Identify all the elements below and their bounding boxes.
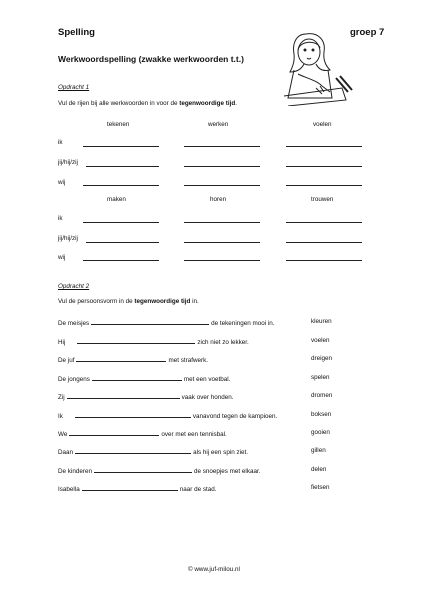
sentence-row: Hij zich niet zo lekker. [58, 339, 249, 346]
answer-line[interactable] [83, 260, 159, 261]
sentence-row: De jongens met een voetbal. [58, 376, 231, 383]
answer-line[interactable] [184, 242, 260, 243]
answer-line[interactable] [286, 222, 362, 223]
answer-blank[interactable] [92, 374, 182, 381]
answer-line[interactable] [286, 242, 362, 243]
opdracht2-heading: Opdracht 2 [58, 283, 90, 290]
verb-hint: boksen [311, 411, 332, 418]
verb-hint: dreigen [311, 355, 333, 362]
pronoun-ik: ik [58, 215, 63, 222]
answer-blank[interactable] [69, 429, 159, 436]
sentence-row: Daan als hij een spin ziet. [58, 449, 249, 456]
answer-line[interactable] [184, 166, 260, 167]
answer-line[interactable] [286, 166, 362, 167]
sentence-row: De juf met strafwerk. [58, 357, 208, 364]
opdracht2-instruction: Vul de persoonsvorm in de tegenwoordige tijd in. [58, 298, 199, 305]
answer-blank[interactable] [94, 466, 192, 473]
answer-line[interactable] [286, 146, 362, 147]
verb-hint: gooien [311, 429, 330, 436]
sentence-row: De meisjes de tekeningen mooi in. [58, 320, 275, 327]
verb-hint: delen [311, 466, 327, 473]
verb-hint: spelen [311, 374, 330, 381]
answer-line[interactable] [83, 222, 159, 223]
verb-tekenen: tekenen [107, 121, 130, 128]
opdracht1-heading: Opdracht 1 [58, 84, 90, 91]
answer-line[interactable] [286, 260, 362, 261]
pronoun-ik: ik [58, 139, 63, 146]
page-title: Werkwoordspelling (zwakke werkwoorden t.t.) [58, 54, 244, 64]
verb-hint: gillen [311, 447, 326, 454]
sentence-row: Ik vanavond tegen de kampioen. [58, 413, 278, 420]
verb-hint: fietsen [311, 484, 330, 491]
answer-line[interactable] [86, 166, 159, 167]
verb-hint: kleuren [311, 318, 332, 325]
answer-line[interactable] [83, 185, 159, 186]
child-writing-illustration [276, 28, 354, 106]
pronoun-jij-hij-zij: jij/hij/zij [58, 235, 78, 242]
answer-line[interactable] [184, 260, 260, 261]
verb-hint: dromen [311, 392, 333, 399]
answer-blank[interactable] [75, 447, 191, 454]
verb-trouwen: trouwen [311, 196, 334, 203]
answer-blank[interactable] [67, 392, 180, 399]
answer-line[interactable] [86, 242, 159, 243]
pronoun-jij-hij-zij: jij/hij/zij [58, 159, 78, 166]
pronoun-wij: wij [58, 179, 66, 186]
answer-line[interactable] [184, 146, 260, 147]
answer-blank[interactable] [75, 411, 191, 418]
verb-maken: maken [107, 196, 126, 203]
pronoun-wij: wij [58, 254, 66, 261]
sentence-row: De kinderen de snoepjes met elkaar. [58, 468, 261, 475]
verb-hint: voelen [311, 337, 330, 344]
answer-blank[interactable] [76, 355, 166, 362]
answer-line[interactable] [184, 222, 260, 223]
header-subject: Spelling [58, 27, 95, 38]
verb-horen: horen [210, 196, 227, 203]
answer-line[interactable] [184, 185, 260, 186]
answer-line[interactable] [286, 185, 362, 186]
header-group: groep 7 [350, 27, 385, 38]
sentence-row: Isabella naar de stad. [58, 486, 217, 493]
verb-werken: werken [208, 121, 229, 128]
opdracht1-instruction: Vul de rijen bij alle werkwoorden in voor de tegenwoordige tijd. [58, 100, 237, 107]
footer-copyright: © www.juf-milou.nl [188, 566, 240, 573]
answer-blank[interactable] [91, 318, 209, 325]
answer-line[interactable] [83, 146, 159, 147]
sentence-row: Zij vaak over honden. [58, 394, 234, 401]
verb-voelen: voelen [313, 121, 332, 128]
answer-blank[interactable] [82, 484, 178, 491]
sentence-row: We over met een tennisbal. [58, 431, 227, 438]
answer-blank[interactable] [77, 337, 195, 344]
